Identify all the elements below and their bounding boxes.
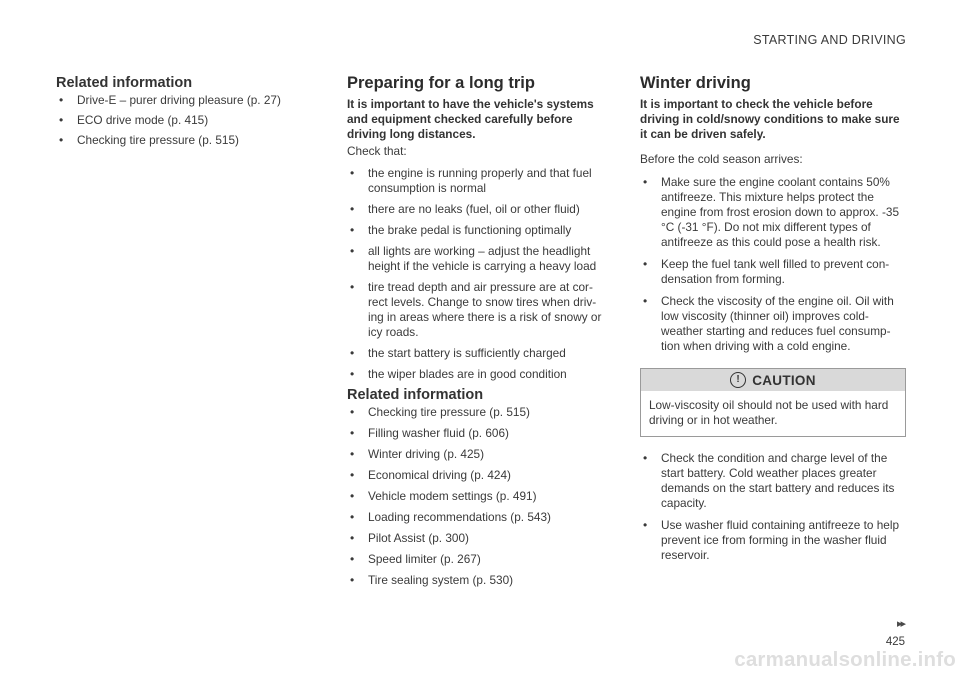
next-page-arrows-icon[interactable]: ▸▸: [896, 618, 904, 630]
related-link[interactable]: • ECO drive mode (p. 415): [56, 113, 296, 128]
section-title-winter-driving: Winter driving: [640, 74, 751, 92]
winter-check-item: • Check the viscosity of the engine oil. Oil with low viscosity (thinner oil) improves cold-weather starting and reduces fuel consump-tion when driving with a cold engine.: [640, 294, 906, 354]
check-that-label: Check that:: [347, 144, 407, 158]
middle-column: [347, 76, 609, 594]
section-header: STARTING AND DRIVING: [753, 33, 906, 47]
caution-box: [640, 368, 906, 437]
related-link[interactable]: • Drive-E – purer driving pleasure (p. 27): [56, 93, 296, 108]
check-item: • the wiper blades are in good condition: [347, 367, 609, 382]
warning-icon: !: [730, 372, 746, 388]
related-link[interactable]: • Tire sealing system (p. 530): [347, 573, 609, 588]
related-link[interactable]: • Loading recommendations (p. 543): [347, 510, 609, 525]
check-item: • there are no leaks (fuel, oil or other fluid): [347, 202, 609, 217]
page-number: 425: [885, 636, 905, 648]
related-link[interactable]: • Winter driving (p. 425): [347, 447, 609, 462]
check-item: • the brake pedal is functioning optimally: [347, 223, 609, 238]
related-information-heading: Related information: [56, 75, 193, 91]
winter-check-item: • Keep the fuel tank well filled to prevent con-densation from forming.: [640, 257, 906, 287]
left-column: [56, 76, 296, 153]
intro-paragraph: It is important to have the vehicle's systems and equipment checked carefully before driving long distances.: [347, 97, 594, 141]
related-link[interactable]: • Speed limiter (p. 267): [347, 552, 609, 567]
section-title-long-trip: Preparing for a long trip: [347, 74, 535, 92]
winter-check-item: • Use washer fluid containing antifreeze to help prevent ice from forming in the washer fluid reservoir.: [640, 518, 906, 563]
check-list: [347, 166, 609, 382]
related-link[interactable]: • Filling washer fluid (p. 606): [347, 426, 609, 441]
related-link[interactable]: • Checking tire pressure (p. 515): [56, 133, 296, 148]
right-column: [640, 76, 906, 570]
winter-check-item: • Check the condition and charge level of the start battery. Cold weather places greater demands on the start battery and reduces its capacity.: [640, 451, 906, 511]
before-cold-season-label: Before the cold season arrives:: [640, 152, 803, 166]
related-link[interactable]: • Checking tire pressure (p. 515): [347, 405, 609, 420]
check-item: • all lights are working – adjust the headlight height if the vehicle is carrying a heavy load: [347, 244, 609, 274]
caution-header: [641, 369, 905, 391]
caution-label: CAUTION: [752, 372, 816, 388]
check-item: • the engine is running properly and that fuel consumption is normal: [347, 166, 609, 196]
winter-check-list: [640, 451, 906, 563]
winter-check-list: [640, 175, 906, 354]
check-item: • tire tread depth and air pressure are at cor-rect levels. Change to snow tires when driv-ing in areas where there is a risk of snowy or icy roads.: [347, 280, 609, 340]
related-link[interactable]: • Economical driving (p. 424): [347, 468, 609, 483]
related-information-heading: Related information: [347, 387, 484, 403]
related-links-list: [347, 405, 609, 588]
check-item: • the start battery is sufficiently charged: [347, 346, 609, 361]
watermark: carmanualsonline.info: [734, 648, 956, 671]
related-links-list: [56, 93, 296, 148]
related-link[interactable]: • Vehicle modem settings (p. 491): [347, 489, 609, 504]
related-link[interactable]: • Pilot Assist (p. 300): [347, 531, 609, 546]
intro-paragraph: It is important to check the vehicle before driving in cold/snowy conditions to make sure it can be driven safely.: [640, 97, 900, 141]
winter-check-item: • Make sure the engine coolant contains 50% antifreeze. This mixture helps protect the engine from frost erosion down to approx. -35 °C (-31 °F). Do not mix different types of antifreeze as this could pose a health risk.: [640, 175, 906, 250]
caution-text: Low-viscosity oil should not be used with hard driving or in hot weather.: [649, 398, 889, 427]
